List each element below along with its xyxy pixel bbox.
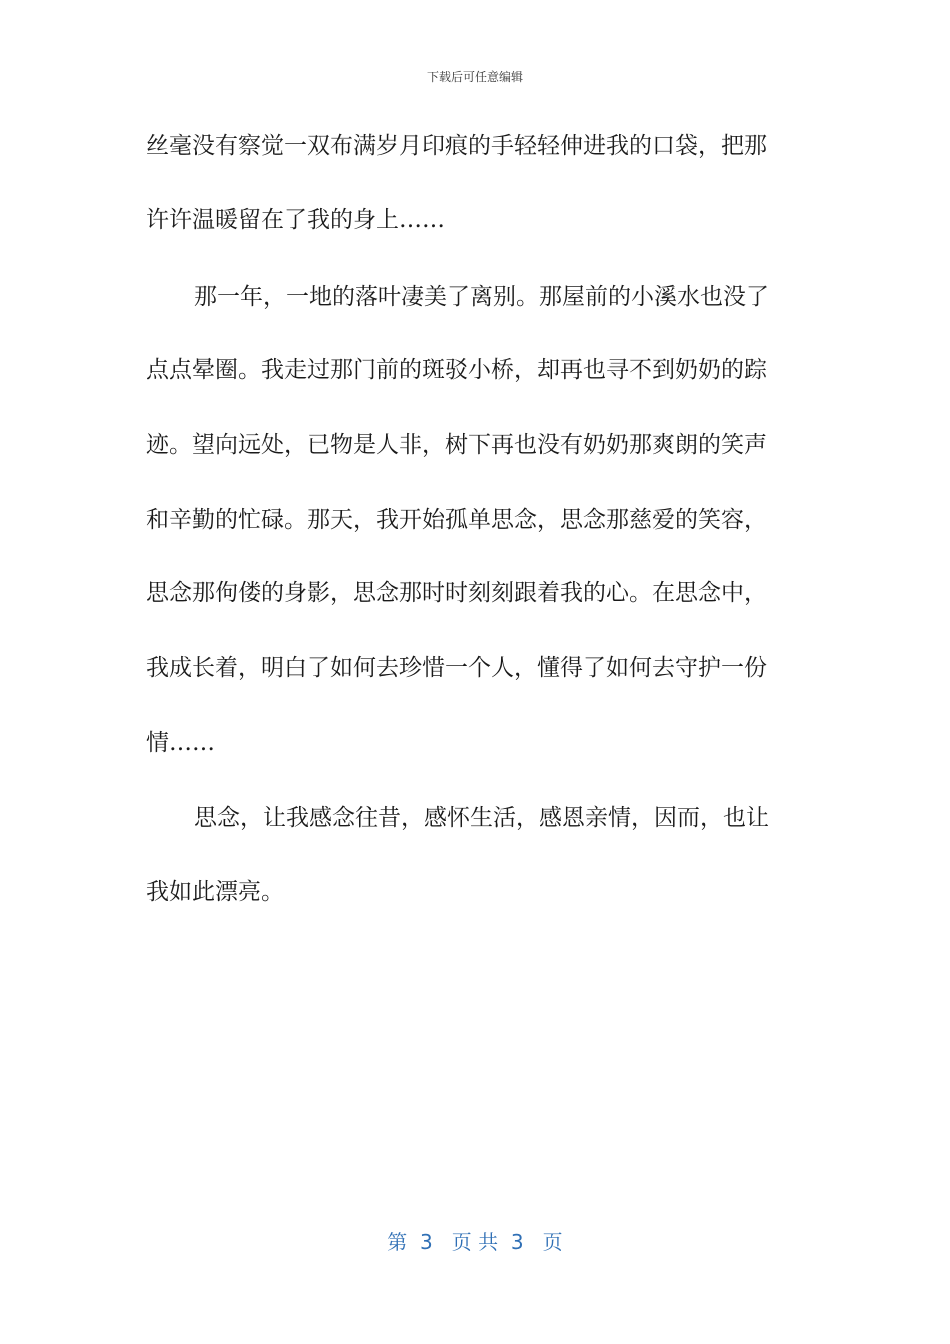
body-line: 情…… (146, 730, 215, 756)
body-line: 迹。望向远处，已物是人非，树下再也没有奶奶那爽朗的笑声 (146, 432, 767, 458)
body-line: 我成长着，明白了如何去珍惜一个人，懂得了如何去守护一份 (146, 655, 767, 681)
body-line: 丝毫没有察觉一双布满岁月印痕的手轻轻伸进我的口袋，把那 (146, 133, 767, 159)
body-line: 点点晕圈。我走过那门前的斑驳小桥，却再也寻不到奶奶的踪 (146, 357, 767, 383)
page-header: 下载后可任意编辑 (426, 70, 523, 84)
body-line: 许许温暖留在了我的身上…… (146, 207, 445, 233)
body-line: 和辛勤的忙碌。那天，我开始孤单思念，思念那慈爱的笑容， (146, 507, 767, 533)
body-line: 我如此漂亮。 (146, 879, 284, 905)
page-number-footer: 第 3 页 共 3 页 (387, 1230, 563, 1254)
body-line: 思念那佝偻的身影，思念那时时刻刻跟着我的心。在思念中， (146, 580, 767, 606)
paragraph-start-line: 那一年，一地的落叶凄美了离别。那屋前的小溪水也没了 (194, 284, 769, 310)
paragraph-start-line: 思念，让我感念往昔，感怀生活，感恩亲情，因而，也让 (194, 805, 769, 831)
